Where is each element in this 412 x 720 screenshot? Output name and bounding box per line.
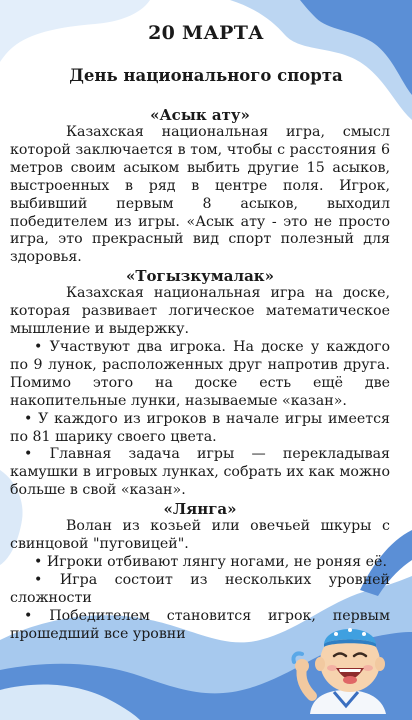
bullet-paragraph: • У каждого из игроков в начале игры имеется по 81 шарику своего цвета. [10, 410, 390, 445]
section-paragraph: Казахская национальная игра, смысл которой заключается в том, чтобы с расстояния 6 метров своим асыком выбить другие 15 асыков, выстроенных в ряд в центре поля. Игрок, выбивший первым 8 асыков, выходил победителем из игры. «Асык ату - это не просто игра, это прекрасный вид спорт полезный для здоровья. [10, 124, 390, 266]
section-heading-togyzkumalak: «Тогызкумалак» [125, 267, 275, 286]
cartoon-boy-illustration [290, 610, 402, 714]
bullet-paragraph: • Игра состоит из нескольких уровней сложности [10, 571, 390, 606]
page-title: День национального спорта [69, 66, 343, 85]
section-paragraph: Волан из козьей или овечьей шкуры с свинцовой "пуговицей". [10, 518, 390, 553]
section-heading-lyanga: «Лянга» [163, 500, 237, 519]
bullet-paragraph: • Победителем становится игрок, первым прошедший все уровни [10, 607, 390, 642]
page-date: 20 МАРТА [148, 22, 264, 44]
bullet-paragraph: • Участвуют два игрока. На доске у каждого по 9 лунок, расположенных друг напротив друга. Помимо этого на доске есть ещё две накопительные лунки, называемые «казан». [10, 338, 390, 409]
bullet-paragraph: • Главная задача игры — перекладывая камушки в игровых лунках, собрать их как можно больше в свой «казан». [10, 446, 390, 499]
article-body [10, 106, 390, 643]
section-paragraph: Казахская национальная игра на доске, которая развивает логическое математическое мышление и выдержку. [10, 285, 390, 338]
bullet-paragraph: • Игроки отбивают лянгу ногами, не роняя её. [34, 553, 387, 570]
section-heading-asyk-atu: «Асык ату» [150, 106, 250, 124]
